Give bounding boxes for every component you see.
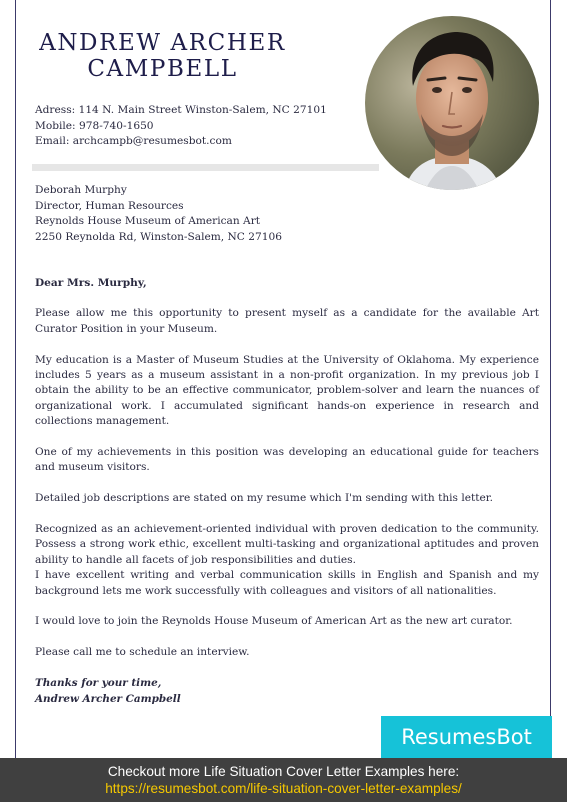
paragraph-resume: Detailed job descriptions are stated on my resume which I'm sending with this letter. [35, 492, 494, 505]
recipient-block [35, 183, 355, 245]
portrait-image [365, 16, 539, 190]
contact-mobile: Mobile: 978-740-1650 [35, 119, 154, 132]
banner-text: Checkout more Life Situation Cover Letter Examples here: [107, 764, 460, 779]
name-line-2: CAMPBELL [87, 56, 238, 82]
promo-banner [0, 758, 567, 802]
header-divider [32, 164, 379, 171]
paragraph-skills: I have excellent writing and verbal communication skills in English and Spanish and my background lets me work successfully with colleagues and visitors of all nationalities. [35, 569, 539, 597]
profile-photo [365, 16, 539, 190]
paragraph-education: My education is a Master of Museum Studies at the University of Oklahoma. My experience includes 5 years as a museum assistant in a non-profit organization. In my previous job I obtain the ability to be an effective communicator, problem-solver and learn the nuances of organizational work. I accumulated significant hands-on experience in research and collections management. [35, 353, 539, 428]
resumesbot-logo[interactable]: ResumesBot [381, 716, 552, 758]
paragraph-intro: Please allow me this opportunity to present myself as a candidate for the available Art Curator Position in your Museum. [35, 307, 539, 335]
paragraph-closing-wish: I would love to join the Reynolds House Museum of American Art as the new art curator. [35, 615, 513, 628]
recipient-name: Deborah Murphy [35, 184, 127, 196]
applicant-name [30, 30, 295, 82]
banner-link[interactable]: https://resumesbot.com/life-situation-cover-letter-examples/ [105, 781, 462, 796]
recipient-title: Director, Human Resources [35, 199, 184, 212]
contact-email[interactable]: Email: archcampb@resumesbot.com [35, 135, 232, 148]
recipient-organization: Reynolds House Museum of American Art [35, 215, 261, 228]
paragraph-qualities: Recognized as an achievement-oriented individual with proven dedication to the community. Possess a strong work ethic, excellent multi-tasking and organizational aptitudes and proven ability to handle all facets of job responsibilities and duties. [35, 523, 539, 566]
signoff-signature: Andrew Archer Campbell [35, 693, 181, 705]
salutation: Dear Mrs. Murphy, [35, 277, 147, 289]
contact-block [35, 103, 355, 150]
signoff-block [35, 675, 335, 707]
signoff-closing: Thanks for your time, [35, 677, 162, 689]
name-line-1: ANDREW ARCHER [39, 30, 286, 56]
paragraph-achievements: One of my achievements in this position was developing an educational guide for teachers and museum visitors. [35, 446, 539, 474]
paragraph-call-to-action: Please call me to schedule an interview. [35, 646, 250, 659]
letter-body [35, 276, 539, 676]
contact-address: Adress: 114 N. Main Street Winston-Salem, NC 27101 [35, 104, 327, 116]
recipient-address: 2250 Reynolda Rd, Winston-Salem, NC 27106 [35, 230, 282, 243]
